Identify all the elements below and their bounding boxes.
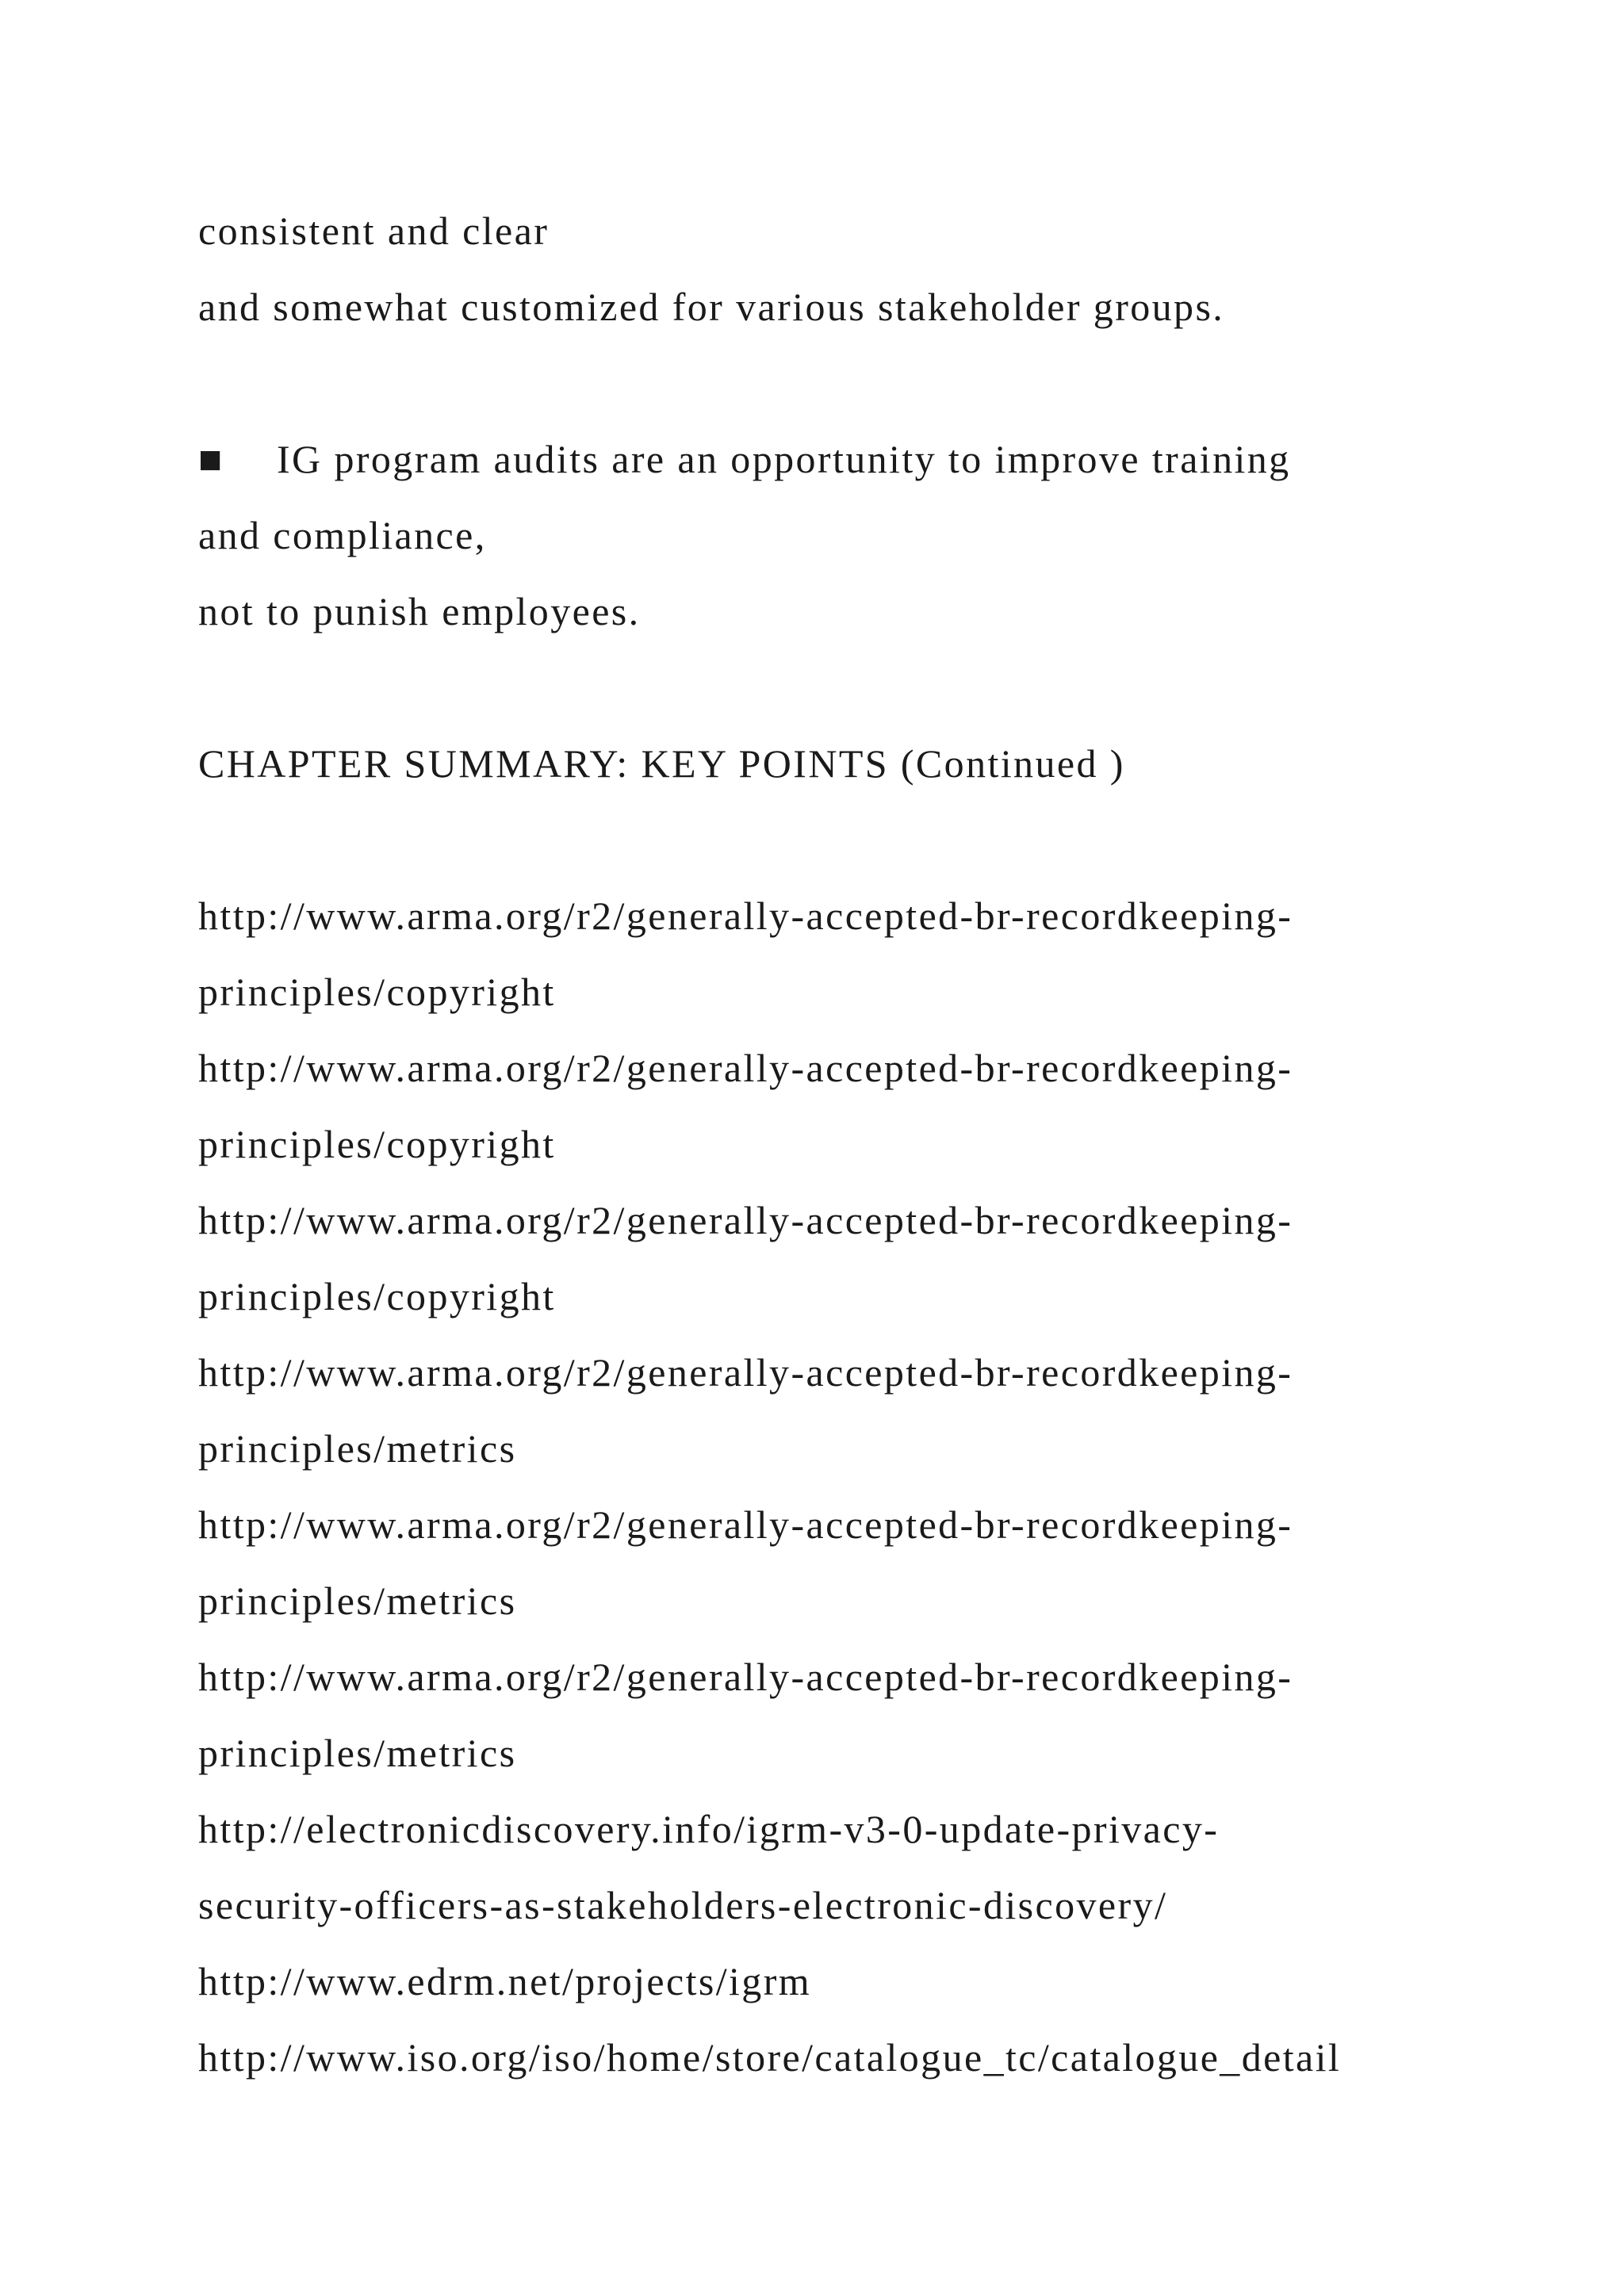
link-line: http://www.edrm.net/projects/igrm: [198, 1959, 812, 2003]
link-line: http://www.iso.org/iso/home/store/catalogue_tc/catalogue_detail: [198, 2035, 1342, 2080]
section-heading: CHAPTER SUMMARY: KEY POINTS (Continued ): [198, 741, 1125, 786]
link-line: security-officers-as-stakeholders-electronic-discovery/: [198, 1883, 1168, 1927]
link-line: http://www.arma.org/r2/generally-accepted-br-recordkeeping-: [198, 1502, 1293, 1547]
intro-line: and somewhat customized for various stakeholder groups.: [198, 285, 1225, 329]
link-line: principles/copyright: [198, 1274, 556, 1318]
link-line: http://www.arma.org/r2/generally-accepted-br-recordkeeping-: [198, 1655, 1293, 1699]
bullet-text-continued: and compliance,: [198, 513, 487, 557]
link-line: principles/metrics: [198, 1426, 517, 1471]
bullet-text: IG program audits are an opportunity to improve training: [277, 437, 1291, 481]
link-line: principles/metrics: [198, 1578, 517, 1623]
link-line: http://electronicdiscovery.info/igrm-v3-0-update-privacy-: [198, 1807, 1220, 1851]
document-page: [198, 193, 1578, 2095]
spacer: [198, 649, 1578, 725]
link-line: principles/copyright: [198, 1122, 556, 1166]
spacer: [198, 802, 1578, 878]
bullet-icon: ■: [198, 437, 224, 481]
intro-line: consistent and clear: [198, 209, 550, 253]
link-line: http://www.arma.org/r2/generally-accepted-br-recordkeeping-: [198, 1198, 1293, 1242]
link-line: http://www.arma.org/r2/generally-accepted-br-recordkeeping-: [198, 894, 1293, 938]
link-line: principles/copyright: [198, 970, 556, 1014]
spacer: [198, 345, 1578, 421]
link-line: http://www.arma.org/r2/generally-accepted-br-recordkeeping-: [198, 1046, 1293, 1090]
bullet-item: [198, 421, 1578, 497]
bullet-text-continued: not to punish employees.: [198, 589, 641, 633]
link-line: http://www.arma.org/r2/generally-accepted-br-recordkeeping-: [198, 1350, 1293, 1395]
link-line: principles/metrics: [198, 1731, 517, 1775]
